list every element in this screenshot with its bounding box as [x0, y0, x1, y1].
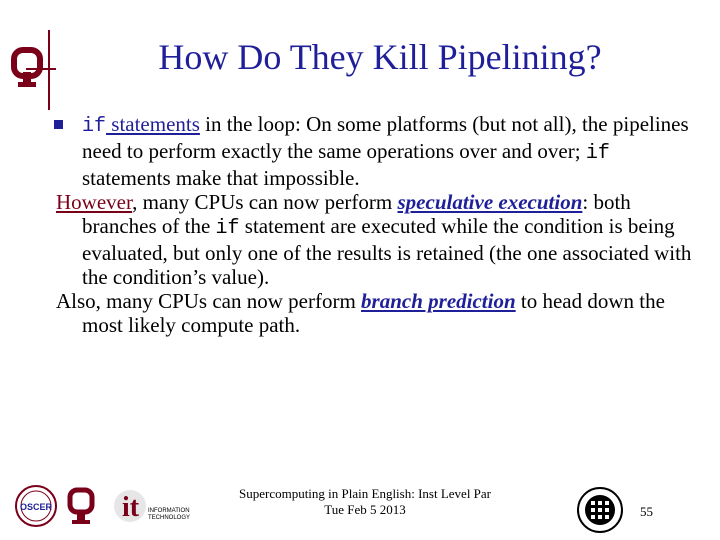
para3-text2: to head down the most likely compute path.	[82, 289, 665, 337]
ou-small-logo-icon	[70, 490, 92, 524]
vertical-rule	[48, 30, 50, 110]
paragraph-however	[56, 190, 696, 289]
svg-text:it: it	[122, 492, 140, 523]
slide-title: How Do They Kill Pipelining?	[158, 37, 602, 77]
branch-prediction-term: branch prediction	[361, 289, 516, 313]
grid-seal-icon	[576, 486, 624, 534]
page-number: 55	[640, 504, 653, 519]
footer-logos	[14, 484, 204, 530]
bullet-square-icon	[54, 120, 63, 129]
footer-line-2: Tue Feb 5 2013	[324, 502, 406, 517]
bullet1-text: in the loop: On some platforms (but not all), the pipelines need to perform exactly the same operations over and over;	[82, 112, 689, 163]
speculative-execution-term: speculative execution	[397, 190, 583, 214]
it-logo-icon	[114, 490, 190, 523]
however-term: However	[56, 190, 133, 214]
it-label-2: TECHNOLOGY	[148, 515, 191, 521]
ou-logo-icon	[10, 46, 44, 88]
code-if: if	[82, 115, 107, 138]
if-statements-term: statements	[106, 112, 200, 136]
bullet-item-if-statements	[56, 112, 696, 190]
para2-text1: , many CPUs can now perform	[132, 190, 398, 214]
para3-text1: Also, many CPUs can now perform	[56, 289, 362, 313]
paragraph-also	[56, 289, 696, 337]
oscer-logo-icon	[16, 486, 56, 526]
footer-line-1: Supercomputing in Plain English: Inst Level Par	[238, 486, 492, 501]
para2-text2: : both branches of the	[82, 190, 631, 238]
code-if-3: if	[215, 217, 240, 240]
it-label-1: INFORMATION	[148, 508, 190, 514]
slide-body	[56, 112, 696, 337]
footer-caption	[200, 486, 530, 518]
oscer-label: OSCER	[19, 502, 53, 512]
para2-text3: statement are executed while the condition is being evaluated, but only one of the results is retained (the one associated with the condition’s value).	[82, 214, 692, 289]
bullet1-text-end: statements make that impossible.	[82, 166, 360, 190]
code-if-2: if	[585, 142, 610, 165]
